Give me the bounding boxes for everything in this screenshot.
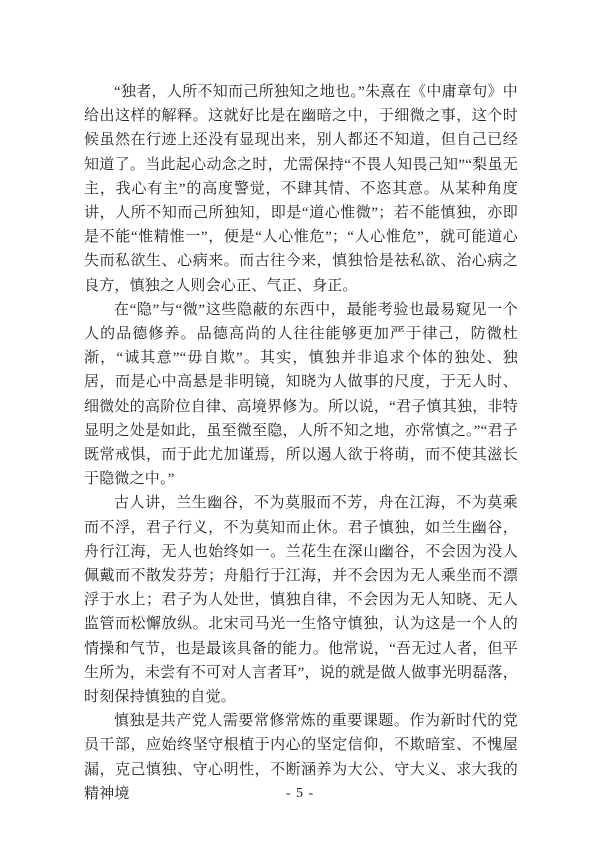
paragraph-2: 在“隐”与“微”这些隐蔽的东西中，最能考验也最易窥见一个人的品德修养。品德高尚的人往往能够更加严于律己，防微杜渐，“诚其意”“毋自欺”。其实，慎独并非追求个体的独处、独居，而是心中高悬是非明镜，知晓为人做事的尺度，于无人时、细微处的高阶位自律、高境界修为。所以说，“君子慎其独，非特显明之处是如此，虽至微至隐，人所不知之地，亦常慎之。”“君子既常戒惧，而于此尤加谨焉，所以遏人欲于将萌，而不使其滋长于隐微之中。” [84, 301, 518, 488]
document-body [84, 80, 518, 806]
paragraph-3: 古人讲，兰生幽谷，不为莫服而不芳，舟在江海，不为莫乘而不浮，君子行义，不为莫知而止休。君子慎独，如兰生幽谷，舟行江海，无人也始终如一。兰花生在深山幽谷，不会因为没人佩戴而不散发芬芳；舟船行于江海，并不会因为无人乘坐而不漂浮于水上；君子为人处世，慎独自律，不会因为无人知晓、无人监管而松懈放纵。北宋司马光一生恪守慎独，认为这是一个人的情操和气节，也是最该具备的能力。他常说，“吾无过人者，但平生所为，未尝有不可对人言者耳”，说的就是做人做事光明磊落，时刻保持慎独的自觉。 [84, 495, 518, 706]
page-number: - 5 - [285, 786, 315, 801]
paragraph-1: “独者，人所不知而己所独知之地也。”朱熹在《中庸章句》中给出这样的解释。这就好比是在幽暗之中，于细微之事，这个时候虽然在行迹上还没有显现出来，别人都还不知道，但自己已经知道了。当此起心动念之时，尤需保持“不畏人知畏己知”“梨虽无主，我心有主”的高度警觉，不肆其情、不恣其意。从某种角度讲，人所不知而己所独知，即是“道心惟微”；若不能慎独，亦即是不能“惟精惟一”，便是“人心惟危”；“人心惟危”，就可能道心失而私欲生、心病来。而古往今来，慎独恰是祛私欲、治心病之良方，慎独之人则会心正、气正、身正。 [84, 84, 518, 294]
paragraph-4: 慎独是共产党人需要常修常炼的重要课题。作为新时代的党员干部，应始终坚守根植于内心的坚定信仰，不欺暗室、不愧屋漏，克己慎独、守心明性，不断涵养为大公、守大义、求大我的精神境 [84, 713, 518, 802]
